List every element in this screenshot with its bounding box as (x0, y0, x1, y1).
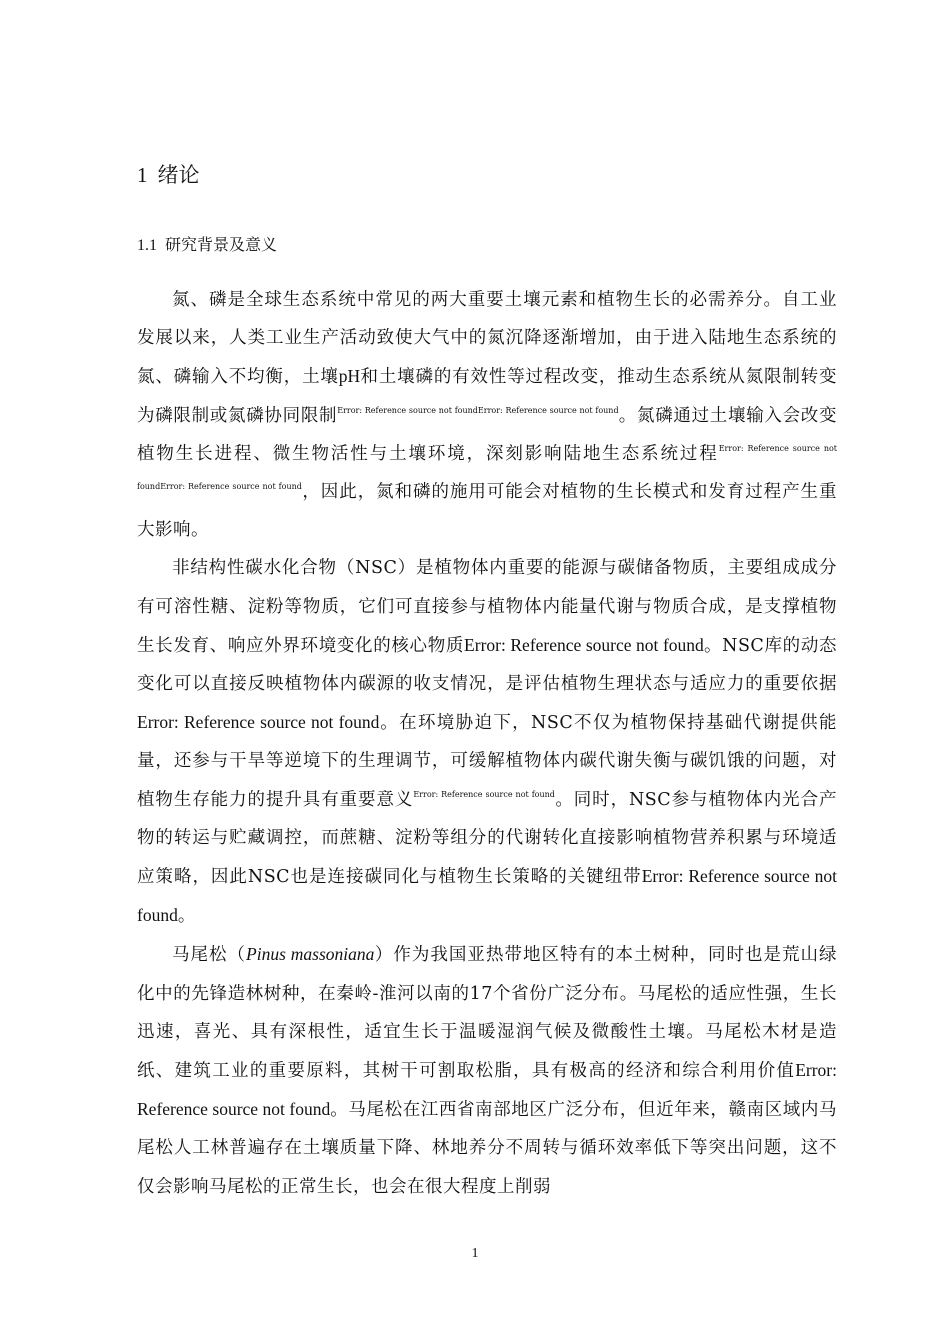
text-run: pH (338, 366, 361, 387)
text-run: 和土壤磷的有效性等过程改变，推动生态系统从氮限制转变为磷限制或氮磷协同限制 (137, 367, 837, 426)
text-run: 。NSC库的动态变化可以直接反映植物体内碳源的收支情况，是评估植物生理状态与适应力的重要依据 (137, 635, 838, 695)
chapter-heading (137, 160, 200, 190)
text-run: 。同时，NSC参与植物体内光合产物的转运与贮藏调控，而蔗糖、淀粉等组分的代谢转化直接影响植物营养积累与环境适应策略，因此NSC也是连接碳同化与植物生长策略的关键纽带 (137, 789, 837, 888)
text-run: ）作为我国亚热带地区特有的本土树种，同时也是荒山绿化中的先锋造林树种，在秦岭-淮河以南的17个省份广泛分布。马尾松的适应性强，生长迅速，喜光、具有深根性，适宜生长于温暖湿润气候及微酸性土壤。马尾松木材是造纸、建筑工业的重要原料，其树干可割取松脂，具有极高的经济和综合利用价值 (137, 945, 838, 1082)
citation-error: Error: Reference source not found (137, 712, 380, 733)
citation-error: Error: Reference source not found (137, 1060, 837, 1120)
latin-name: Pinus massoniana (246, 944, 375, 965)
section-title: 研究背景及意义 (165, 235, 278, 254)
citation-error: Error: Reference source not foundError: Reference source not found (137, 443, 838, 492)
text-run: 非结构性碳水化合物（NSC）是植物体内重要的能源与碳储备物质，主要组成成分有可溶性糖、淀粉等物质，它们可直接参与植物体内能量代谢与物质合成，是支撑植物生长发育、响应外界环境变化的核心物质 (137, 558, 837, 656)
text-run: 氮、磷是全球生态系统中常见的两大重要土壤元素和植物生长的必需养分。自工业发展以来，人类工业生产活动致使大气中的氮沉降逐渐增加，由于进入陆地生态系统的氮、磷输入不均衡，土壤 (137, 290, 837, 388)
paragraph-3 (137, 935, 837, 1205)
chapter-number: 1 (137, 163, 148, 187)
text-run: ，因此，氮和磷的施用可能会对植物的生长模式和发育过程产生重大影响。 (137, 482, 838, 541)
paragraph-2 (137, 549, 837, 935)
body-text (137, 281, 837, 1206)
text-run: 。氮磷通过土壤输入会改变植物生长进程、微生物活性与土壤环境，深刻影响陆地生态系统过程 (137, 405, 838, 464)
citation-error: Error: Reference source not found (464, 634, 704, 655)
text-run: 马尾松（ (172, 945, 247, 966)
section-heading (137, 232, 277, 259)
section-number: 1.1 (137, 237, 157, 254)
text-run: 。马尾松在江西省南部地区广泛分布，但近年来，赣南区域内马尾松人工林普遍存在土壤质量下降、林地养分不周转与循环效率低下等突出问题，这不仅会影响马尾松的正常生长，也会在很大程度上削弱 (137, 1100, 837, 1197)
citation-error: Error: Reference source not foundError: Reference source not found (337, 405, 619, 415)
text-run: 。在环境胁迫下，NSC不仅为植物保持基础代谢提供能量，还参与干旱等逆境下的生理调节，可缓解植物体内碳代谢失衡与碳饥饿的问题，对植物生存能力的提升具有重要意义 (137, 713, 837, 810)
chapter-title: 绪论 (157, 163, 200, 187)
citation-error: Error: Reference source not found (137, 866, 837, 926)
paragraph-1 (137, 281, 837, 549)
text-run: 。 (177, 906, 196, 927)
page-number: 1 (471, 1246, 479, 1261)
citation-error: Error: Reference source not found (413, 789, 555, 799)
